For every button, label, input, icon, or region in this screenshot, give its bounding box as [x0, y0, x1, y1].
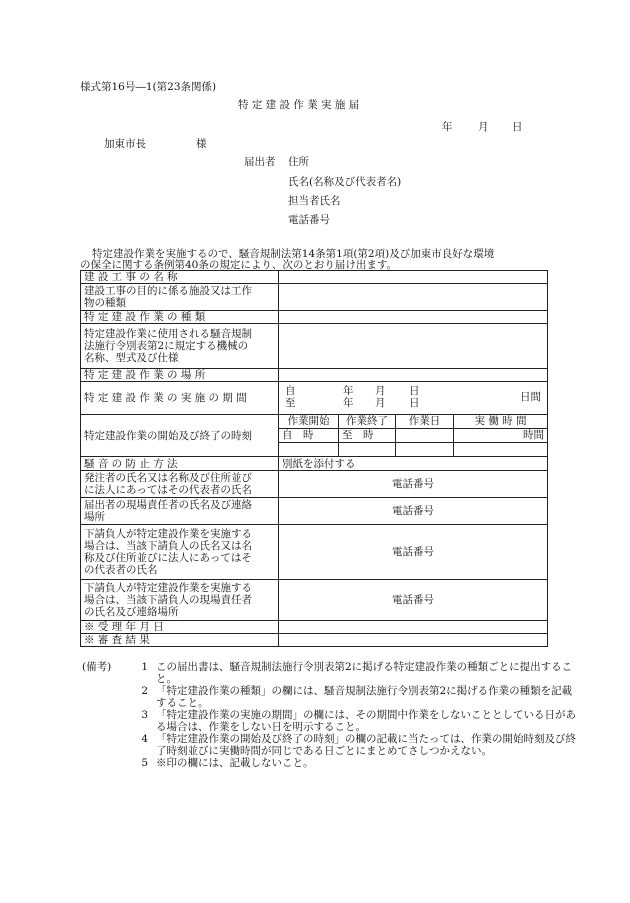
row-machine-label: 特定建設作業に使用される騒音規制 法施行令別表第2に規定する機械の 名称、型式及び仕様: [81, 324, 279, 369]
row-site-manager-label: 届出者の現場責任者の氏名及び連絡 場所: [81, 498, 279, 525]
row-orderer-value[interactable]: 電話番号: [279, 471, 548, 498]
note-item: 2 「特定建設作業の種類」の欄には、騒音規制法施行令別表第2に掲げる作業の種類を記載すること。: [141, 685, 573, 709]
addressee: 加東市長: [104, 138, 146, 150]
row-sub-manager-value[interactable]: 電話番号: [279, 580, 548, 621]
field-address: 住所: [288, 156, 309, 168]
honorific: 様: [196, 138, 207, 150]
note-item: 3 「特定建設作業の実施の期間」の欄には、その期間中作業をしないこととしている日がある場合は、作業をしない日を明示すること。: [141, 709, 576, 733]
field-contact-person: 担当者氏名: [288, 195, 341, 207]
notes-label: (備考): [82, 661, 112, 673]
row-subcontractor-label: 下請負人が特定建設作業を実施する 場合は、当該下請負人の氏名又は名 称及び住所並びに法人にあってはそ の代表者の氏名: [81, 525, 279, 580]
row-prevention-value[interactable]: 別紙を添付する: [279, 457, 548, 471]
note-item: 4 「特定建設作業の開始及び終了の時刻」の欄の記載に当たっては、作業の開始時刻及び終了時刻並びに実働時間が同じである日ごとにまとめてさしつかえない。: [141, 733, 576, 757]
row-time-label: 特定建設作業の開始及び終了の時刻: [81, 415, 279, 457]
row-receipt-value: [279, 621, 548, 634]
row-machine-value[interactable]: [279, 324, 548, 369]
workday[interactable]: [396, 429, 454, 442]
form-number: 様式第16号―1(第23条関係): [80, 81, 217, 93]
header-hours: 実 働 時 間: [474, 415, 527, 427]
date-day: 日: [512, 121, 523, 133]
notification-table: [80, 270, 548, 647]
row-period-value[interactable]: 自 年 月 日 至 年 月 日 日間: [279, 382, 548, 415]
applicant-label: 届出者: [244, 156, 276, 168]
row-period-label: 特 定 建 設 作 業 の 実 施 の 期 間: [81, 382, 279, 415]
row-construction-name-value[interactable]: [279, 271, 548, 284]
row-subcontractor-value[interactable]: 電話番号: [279, 525, 548, 580]
date-year: 年: [442, 121, 453, 133]
intro-line-2: の保全に関する条例第40条の規定により、次のとおり届け出ます。: [80, 259, 398, 271]
row-location-value[interactable]: [279, 369, 548, 382]
row-review-label: ※ 審 査 結 果: [81, 634, 279, 647]
end-time[interactable]: 至 時: [339, 429, 396, 442]
row-sub-manager-label: 下請負人が特定建設作業を実施する 場合は、当該下請負人の現場責任者 の氏名及び連絡場所: [81, 580, 279, 621]
header-end: 作業終了: [339, 415, 396, 428]
row-location-label: 特 定 建 設 作 業 の 場 所: [81, 369, 279, 382]
field-phone: 電話番号: [288, 214, 330, 226]
start-time[interactable]: 自 時: [279, 429, 339, 442]
header-workday: 作業日: [396, 415, 454, 428]
field-name: 氏名(名称及び代表者名): [288, 176, 402, 188]
row-facility-type-value[interactable]: [279, 284, 548, 311]
row-orderer-label: 発注者の氏名又は名称及び住所並び に法人にあってはその代表者の氏名: [81, 471, 279, 498]
form-title: 特 定 建 設 作 業 実 施 届: [238, 99, 360, 111]
row-review-value: [279, 634, 548, 647]
note-item: 5 ※印の欄には、記載しないこと。: [141, 757, 314, 769]
row-prevention-label: 騒 音 の 防 止 方 法: [81, 457, 279, 471]
row-site-manager-value[interactable]: 電話番号: [279, 498, 548, 525]
intro-line-1: 特定建設作業を実施するので、騒音規制法第14条第1項(第2項)及び加東市良好な環境: [92, 248, 495, 260]
row-receipt-label: ※ 受 理 年 月 日: [81, 621, 279, 634]
notes: [82, 661, 576, 769]
header-start: 作業開始: [279, 415, 339, 428]
row-time-value[interactable]: [279, 415, 548, 457]
note-item: 1 この届出書は、騒音規制法施行令別表第2に掲げる特定建設作業の種類ごとに提出すること。: [141, 661, 573, 685]
row-facility-type-label: 建設工事の目的に係る施設又は工作 物の種類: [81, 284, 279, 311]
row-work-type-value[interactable]: [279, 311, 548, 324]
row-construction-name-label: 建 設 工 事 の 名 称: [81, 271, 279, 284]
date-month: 月: [478, 121, 489, 133]
hours[interactable]: 時間: [523, 429, 544, 441]
row-work-type-label: 特 定 建 設 作 業 の 種 類: [81, 311, 279, 324]
